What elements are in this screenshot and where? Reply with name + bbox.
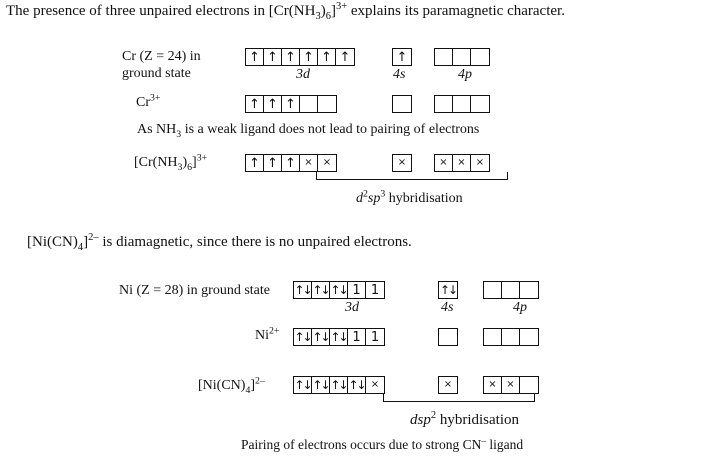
ni-intro-sentence: $[Ni(CN)_4]^{2-}$ is diamagnetic, since there is no unpaired electrons. — [27, 232, 412, 253]
ni-ground-label: Ni (Z = 28) in ground state — [119, 283, 270, 298]
ni-ion-3d-orbitals — [293, 328, 385, 346]
orbital-box: ↑↓ — [294, 330, 311, 344]
ni-ion-label: $Ni^{2+}$ — [255, 325, 280, 343]
intro-sentence: The presence of three unpaired electrons in $[Cr(NH_3)_6]^{3+}$ explains its paramagnetic character. — [6, 1, 565, 22]
orbital-box: × — [475, 157, 485, 168]
orbital-box: × — [484, 377, 502, 393]
orbital-box — [435, 96, 453, 112]
cr-weak-ligand-note: As $NH_3$ is a weak ligand does not lead to pairing of electrons — [137, 122, 480, 140]
cr-label-3d: 3d — [296, 67, 310, 82]
orbital-box — [471, 96, 489, 112]
cr-ion-label: $Cr^{3+}$ — [136, 92, 161, 110]
orbital-box: ↑↓ — [312, 330, 329, 344]
ni-ion-4p-orbitals — [483, 328, 539, 346]
ni-complex-4p-orbitals — [483, 376, 539, 394]
orbital-box: ↑ — [282, 49, 300, 65]
orbital-box: × — [370, 379, 380, 390]
ni-complex-4s-orbital — [438, 376, 458, 394]
orbital-box: ↑↓ — [312, 378, 329, 392]
orbital-box: × — [322, 157, 332, 168]
orbital-box: ↑↓ — [330, 378, 347, 392]
orbital-box — [453, 49, 471, 65]
orbital-box — [453, 96, 471, 112]
orbital-box — [300, 96, 318, 112]
ni-hybridisation-label: dsp$^2$ hybridisation — [410, 410, 520, 428]
cr-complex-4s-orbital — [392, 154, 412, 172]
cr-ground-4p-orbitals — [434, 48, 490, 66]
orbital-box: × — [502, 377, 520, 393]
ni-label-3d: 3d — [345, 300, 359, 315]
cr-complex-label: $[Cr(NH_3)_6]^{3+}$ — [134, 152, 208, 173]
orbital-box: ↑ — [264, 96, 282, 112]
orbital-box: ↑ — [246, 155, 264, 171]
ni-ion-4s-orbital — [438, 328, 458, 346]
orbital-box — [520, 329, 538, 345]
orbital-box: ↑↓ — [294, 378, 311, 392]
ni-ground-3d-orbitals — [293, 281, 385, 299]
orbital-box: ↑ — [339, 49, 351, 65]
ni-complex-label: $[Ni(CN)_4]^{2-}$ — [198, 375, 265, 396]
ni-label-4s: 4s — [441, 300, 454, 315]
ni-complex-3d-orbitals — [293, 376, 385, 394]
ni-label-4p: 4p — [513, 300, 527, 315]
orbital-box: ↑ — [396, 49, 408, 65]
orbital-box: × — [300, 155, 318, 171]
orbital-box: ↑ — [282, 155, 300, 171]
orbital-box: ↑↓ — [348, 378, 365, 392]
orbital-box: ↑ — [282, 96, 300, 112]
orbital-box — [520, 377, 538, 393]
orbital-box: ↑↓ — [439, 283, 457, 297]
orbital-box: ↑ — [264, 49, 282, 65]
ni-ground-4s-orbital — [438, 281, 458, 299]
orbital-box: ↑ — [318, 49, 336, 65]
cr-ion-4s-orbital — [392, 95, 412, 113]
orbital-box: × — [443, 379, 453, 390]
orbital-box: ↑ — [264, 155, 282, 171]
cr-complex-4p-orbitals — [434, 154, 490, 172]
orbital-box: ↑↓ — [330, 283, 347, 297]
orbital-box: ↑↓ — [294, 283, 311, 297]
cr-ground-label-line1: Cr (Z = 24) in — [122, 49, 201, 64]
orbital-box — [439, 329, 457, 345]
cr-ground-4s-orbital — [392, 48, 412, 66]
cr-ground-label-line2: ground state — [122, 66, 191, 81]
orbital-box — [471, 49, 489, 65]
cr-ion-4p-orbitals — [434, 95, 490, 113]
orbital-box: ↑ — [300, 49, 318, 65]
orbital-box — [502, 282, 520, 298]
orbital-box: ↑ — [246, 96, 264, 112]
cr-hybrid-bracket — [316, 172, 508, 180]
cr-label-4p: 4p — [458, 67, 472, 82]
cr-ion-3d-orbitals — [245, 95, 337, 113]
orbital-box: 1 — [348, 282, 366, 298]
orbital-box — [520, 282, 538, 298]
orbital-box: 1 — [370, 282, 380, 298]
orbital-box — [484, 329, 502, 345]
orbital-box — [484, 282, 502, 298]
cr-ground-3d-orbitals — [245, 48, 355, 66]
ni-pairing-note: Pairing of electrons occurs due to strong CN– ligand — [241, 436, 524, 452]
orbital-box: ↑↓ — [312, 283, 329, 297]
cr-label-4s: 4s — [393, 67, 406, 82]
orbital-box — [502, 329, 520, 345]
orbital-box: ↑ — [246, 49, 264, 65]
orbital-box: ↑↓ — [330, 330, 347, 344]
ni-hybrid-bracket — [383, 394, 535, 402]
cr-complex-3d-orbitals — [245, 154, 337, 172]
orbital-box: × — [397, 157, 407, 168]
orbital-box: 1 — [370, 329, 380, 345]
orbital-box: × — [453, 155, 471, 171]
ni-ground-4p-orbitals — [483, 281, 539, 299]
orbital-box: 1 — [348, 329, 366, 345]
cr-hybridisation-label: $d^2sp^3$ hybridisation — [356, 188, 463, 206]
orbital-box — [318, 96, 336, 112]
orbital-box — [435, 49, 453, 65]
orbital-box: × — [435, 155, 453, 171]
orbital-box — [393, 96, 411, 112]
